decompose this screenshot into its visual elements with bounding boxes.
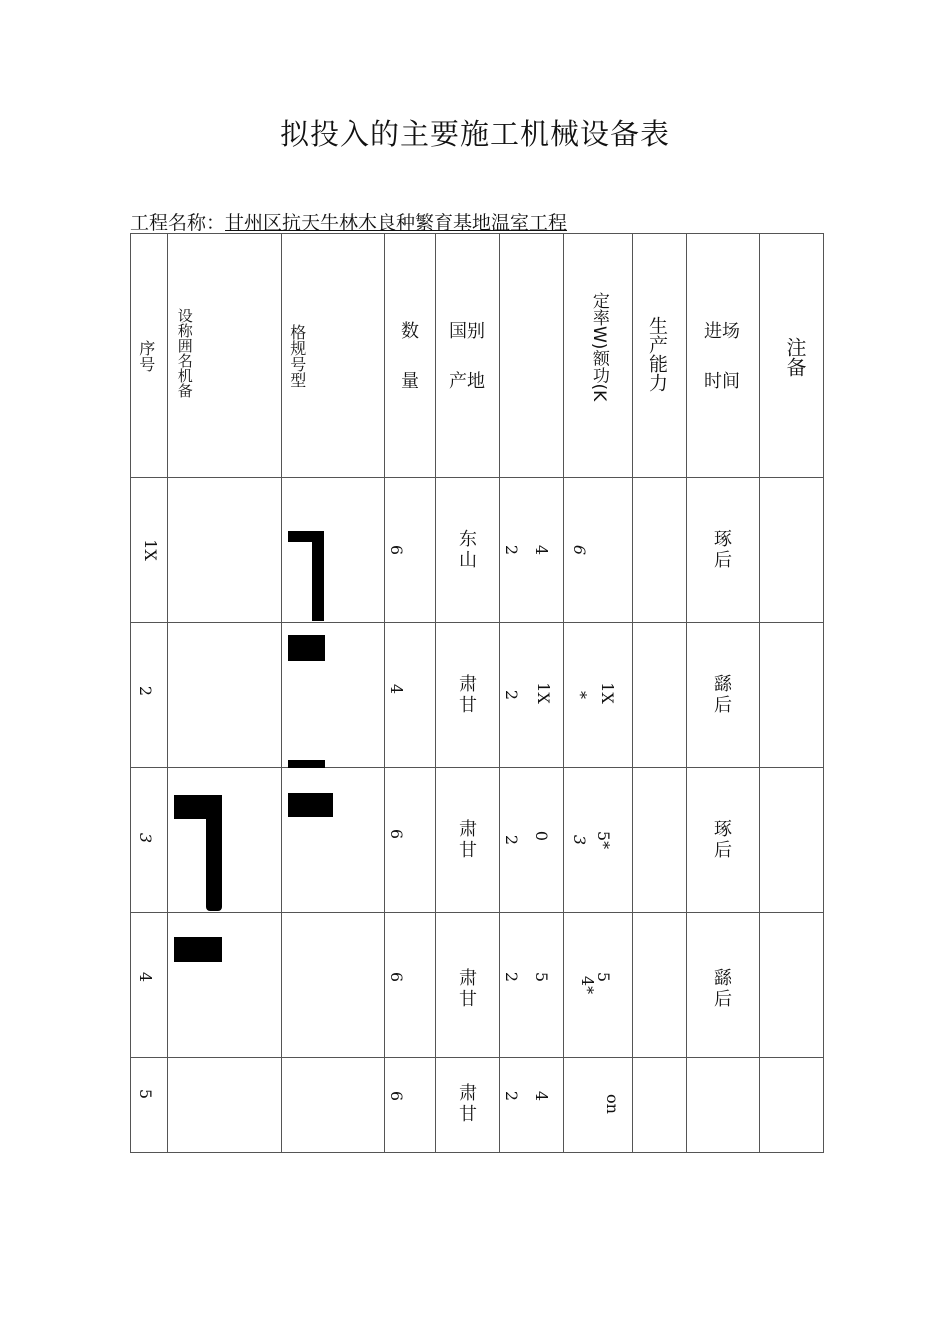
cell-origin: 肃 甘 (436, 623, 500, 768)
page-title: 拟投入的主要施工机械设备表 (279, 117, 670, 151)
header-year (500, 234, 564, 478)
table-row (131, 768, 824, 913)
header-power: 定率W)额功(K (564, 234, 633, 478)
table-row (131, 1058, 824, 1153)
cell-capacity (633, 623, 687, 768)
cell-origin: 肃 甘 (436, 768, 500, 913)
cell-notes (760, 768, 824, 913)
cell-qty: 6 (385, 478, 436, 623)
project-label: 工程名称： (130, 212, 226, 234)
equipment-table (130, 233, 824, 1153)
cell-year: 1X 2 (500, 623, 564, 768)
cell-power: 6 (564, 478, 633, 623)
header-origin: 国别 产地 (436, 234, 500, 478)
cell-power: 1X * (564, 623, 633, 768)
cell-year: 4 2 (500, 1058, 564, 1153)
cell-qty: 4 (385, 623, 436, 768)
cell-model (282, 913, 385, 1058)
cell-qty: 6 (385, 913, 436, 1058)
cell-origin: 东 山 (436, 478, 500, 623)
cell-arrival (687, 1058, 760, 1153)
cell-year: 5 2 (500, 913, 564, 1058)
cell-arrival: 繇 后 (687, 913, 760, 1058)
cell-capacity (633, 768, 687, 913)
cell-notes (760, 1058, 824, 1153)
cell-notes (760, 623, 824, 768)
cell-notes (760, 913, 824, 1058)
header-seq: 序号 (131, 234, 168, 478)
cell-notes (760, 478, 824, 623)
cell-seq: 2 (131, 623, 168, 768)
table-header-row (131, 234, 824, 478)
cell-qty: 6 (385, 1058, 436, 1153)
cell-seq: 5 (131, 1058, 168, 1153)
redaction-mark (288, 635, 325, 661)
cell-year: 0 2 (500, 768, 564, 913)
cell-model (282, 768, 385, 913)
project-name: 甘州区抗天牛林木良种繁育基地温室工程 (225, 212, 568, 234)
cell-model (282, 478, 385, 623)
table-row (131, 913, 824, 1058)
cell-equip-name (168, 913, 282, 1058)
cell-equip-name (168, 478, 282, 623)
cell-seq: 3 (131, 768, 168, 913)
cell-arrival: 琢 后 (687, 478, 760, 623)
table-row (131, 478, 824, 623)
cell-power: on (564, 1058, 633, 1153)
cell-capacity (633, 1058, 687, 1153)
cell-model (282, 623, 385, 768)
cell-equip-name (168, 768, 282, 913)
project-name-line (130, 208, 567, 235)
cell-equip-name (168, 623, 282, 768)
cell-origin: 肃 甘 (436, 913, 500, 1058)
cell-capacity (633, 478, 687, 623)
header-capacity: 生产能力 (633, 234, 687, 478)
cell-qty: 6 (385, 768, 436, 913)
header-qty: 数 量 (385, 234, 436, 478)
cell-power: 5 4* (564, 913, 633, 1058)
cell-power: 5* 3 (564, 768, 633, 913)
cell-model (282, 1058, 385, 1153)
cell-year: 4 2 (500, 478, 564, 623)
header-arrival: 进场 时间 (687, 234, 760, 478)
cell-equip-name (168, 1058, 282, 1153)
header-model: 格规号型 (282, 234, 385, 478)
cell-arrival: 琢 后 (687, 768, 760, 913)
header-notes: 注备 (760, 234, 824, 478)
cell-seq: 1X (131, 478, 168, 623)
redaction-mark (288, 793, 333, 817)
header-equip-name: 设称囲名机备 (168, 234, 282, 478)
redaction-mark (174, 937, 222, 962)
redaction-mark (206, 795, 222, 911)
cell-origin: 肃 甘 (436, 1058, 500, 1153)
redaction-mark (312, 531, 324, 621)
table-row (131, 623, 824, 768)
cell-arrival: 繇 后 (687, 623, 760, 768)
cell-seq: 4 (131, 913, 168, 1058)
cell-capacity (633, 913, 687, 1058)
